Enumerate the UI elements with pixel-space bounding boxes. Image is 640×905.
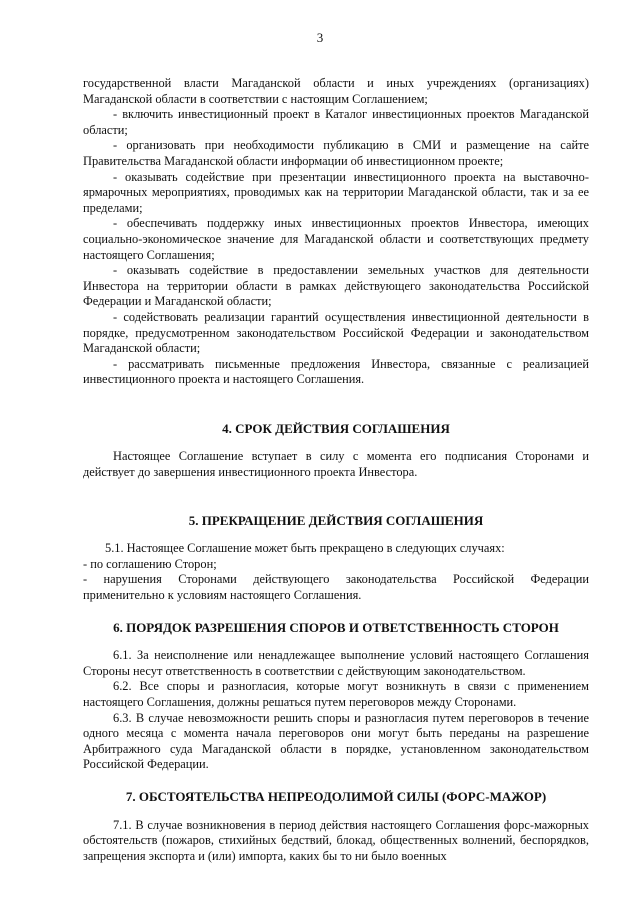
list-item: - оказывать содействие в предоставлении земельных участков для деятельности Инвестора на территории области в рамках действующего законодательства Российской Федерации и Магаданской области; (83, 263, 589, 309)
list-item: - содействовать реализации гарантий осуществления инвестиционной деятельности в порядке, предусмотренном законодательством Российской Федерации и законодательством Магаданской области; (83, 309, 589, 356)
list-item: - обеспечивать поддержку иных инвестиционных проектов Инвестора, имеющих социально-экономическое значение для Магаданской области и соответствующих предмету настоящего Соглашения; (83, 216, 589, 262)
section-7-heading: 7. ОБСТОЯТЕЛЬСТВА НЕПРЕОДОЛИМОЙ СИЛЫ (ФОРС-МАЖОР) (125, 788, 547, 804)
section-4-heading: 4. СРОК ДЕЙСТВИЯ СОГЛАШЕНИЯ (222, 420, 450, 436)
paragraph: государственной власти Магаданской области и иных учреждениях (организациях) Магаданской области в соответствии с настоящим Соглашением; (83, 76, 589, 106)
paragraph: 6.1. За неисполнение или ненадлежащее выполнение условий настоящего Соглашения Стороны несут ответственность в соответствии с действующим законодательством. (83, 648, 589, 678)
list-item: - включить инвестиционный проект в Каталог инвестиционных проектов Магаданской области; (83, 107, 589, 137)
list-item: - рассматривать письменные предложения Инвестора, связанные с реализацией инвестиционного проекта и настоящего Соглашения. (83, 356, 589, 387)
paragraph: 7.1. В случае возникновения в период действия настоящего Соглашения форс-мажорных обстоятельств (пожаров, стихийных бедствий, блокад, общественных волнений, беспорядков, запрещения экспорта и (или) импорта, каких бы то ни было военных (83, 817, 589, 863)
paragraph: Настоящее Соглашение вступает в силу с момента его подписания Сторонами и действует до завершения инвестиционного проекта Инвестора. (83, 449, 589, 480)
list-item: - по соглашению Сторон; (83, 556, 217, 571)
section-6-heading: 6. ПОРЯДОК РАЗРЕШЕНИЯ СПОРОВ И ОТВЕТСТВЕННОСТЬ СТОРОН (113, 619, 559, 635)
paragraph: 5.1. Настоящее Соглашение может быть прекращено в следующих случаях: (105, 541, 505, 556)
section-5-heading: 5. ПРЕКРАЩЕНИЕ ДЕЙСТВИЯ СОГЛАШЕНИЯ (188, 512, 484, 528)
list-item: - нарушения Сторонами действующего законодательства Российской Федерации применительно к условиям настоящего Соглашения. (83, 572, 589, 603)
paragraph: 6.3. В случае невозможности решить споры и разногласия путем переговоров в течение одного месяца с момента начала переговоров они могут быть переданы на разрешение Арбитражного суда Магаданской области в порядке, установленном законодательством Российской Федерации. (83, 710, 589, 772)
list-item: - организовать при необходимости публикацию в СМИ и размещение на сайте Правительства Магаданской области информации об инвестиционном проекте; (83, 138, 589, 168)
document-body (83, 76, 589, 864)
list-item: - оказывать содействие при презентации инвестиционного проекта на выставочно-ярмарочных мероприятиях, проводимых как на территории Магаданской области, так и за ее пределами; (83, 169, 589, 215)
page-number: 3 (316, 30, 324, 45)
paragraph: 6.2. Все споры и разногласия, которые могут возникнуть в связи с применением настоящего Соглашения, должны решаться путем переговоров между Сторонами. (83, 679, 589, 709)
